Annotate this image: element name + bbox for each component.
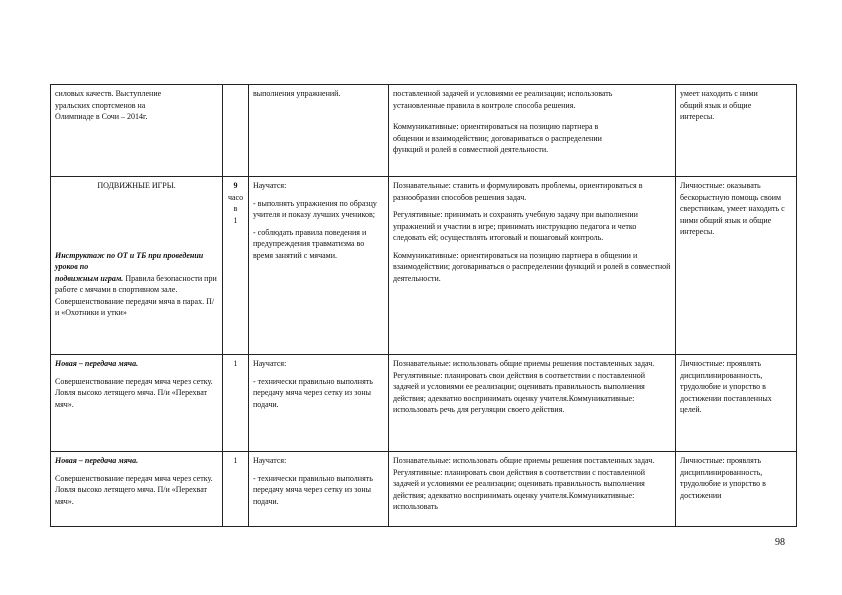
topic-cell	[51, 177, 223, 355]
topic-line: силовых качеств. Выступление	[55, 89, 162, 98]
hours-value: 9	[233, 181, 238, 190]
personal-text: Личностные: проявлять дисциплинированность, трудолюбие и упорство в достижении	[680, 456, 766, 500]
learn-cell	[249, 85, 389, 177]
instruction-heading: Инструктаж по ОТ и ТБ при проведении уроков по	[55, 250, 204, 271]
uud-cell	[389, 177, 676, 355]
learn-cell	[249, 177, 389, 355]
personal-line: умеет находить с ними	[680, 89, 758, 98]
topic-line: уральских спортсменов на	[55, 100, 146, 110]
uud-line: поставленной задачей и условиями ее реализации; использовать	[393, 89, 613, 98]
learn-heading: Научатся:	[253, 181, 287, 190]
personal-cell	[676, 177, 797, 355]
table-row	[51, 177, 797, 355]
topic-title: Новая – передача мяча.	[55, 456, 139, 465]
hours-cell	[223, 452, 249, 527]
topic-cell	[51, 355, 223, 452]
learn-item: - выполнять упражнения по образцу учителя и показу лучших учеников;	[253, 198, 377, 219]
personal-line: общий язык и общие	[680, 100, 752, 110]
hours-value: 1	[233, 359, 238, 368]
uud-cell	[389, 85, 676, 177]
lesson-plan-table	[50, 84, 797, 527]
uud-cognitive: Познавательные: ставить и формулировать проблемы, ориентироваться в разнообразии способов решения задач.	[393, 181, 643, 202]
learn-line: выполнения упражнений.	[253, 89, 341, 98]
uud-regulative: Регулятивные: принимать и сохранять учебную задачу при выполнении упражнений и участии в игре; принимать инструкцию педагога и четко следовать ей; осуществлять итоговый и пошаговый контроль.	[393, 210, 638, 242]
uud-cell	[389, 355, 676, 452]
hours-value: 1	[233, 456, 238, 465]
topic-title: Новая – передача мяча.	[55, 359, 139, 368]
uud-text: Познавательные: использовать общие приемы решения поставленных задач. Регулятивные: планировать свои действия в соответствии с поставленной задачей и условиями ее реализации; оценивать правильность выполнения действия; адекватно воспринимать оценку учителя.Коммуникативные: использовать	[393, 456, 655, 511]
section-title: ПОДВИЖНЫЕ ИГРЫ.	[97, 181, 176, 190]
learn-heading: Научатся:	[253, 359, 287, 368]
personal-text: Личностные: оказывать бескорыстную помощь своим сверстникам, умеет находить с ними общий язык и общие интересы.	[680, 181, 785, 236]
table-row	[51, 355, 797, 452]
learn-item: - соблюдать правила поведения и предупреждения травматизма во время занятий с мячами.	[253, 227, 367, 260]
topic-text: Правила безопасности при работе с мячами в спортивном зале. Совершенствование передачи мяча в парах. П/и «Охотники и утки»	[55, 273, 217, 317]
hours-cell	[223, 355, 249, 452]
table-row	[51, 452, 797, 527]
learn-cell	[249, 355, 389, 452]
learn-item: - технически правильно выполнять передачу мяча через сетку из зоны подачи.	[253, 473, 373, 506]
learn-item: - технически правильно выполнять передачу мяча через сетку из зоны подачи.	[253, 376, 373, 409]
uud-line: Коммуникативные: ориентироваться на позицию партнера в	[393, 122, 599, 131]
hours-cell	[223, 177, 249, 355]
topic-cell	[51, 452, 223, 527]
topic-text: Совершенствование передач мяча через сетку. Ловля высоко летящего мяча. П/и «Перехват мяч».	[55, 473, 213, 506]
topic-text: Совершенствование передач мяча через сетку. Ловля высоко летящего мяча. П/и «Перехват мяч».	[55, 376, 213, 409]
learn-cell	[249, 452, 389, 527]
personal-cell	[676, 355, 797, 452]
hours-cell	[223, 85, 249, 177]
hours-unit: в	[233, 204, 238, 213]
uud-text: Познавательные: использовать общие приемы решения поставленных задач. Регулятивные: планировать свои действия в соответствии с поставленной задачей и условиями ее реализации; оценивать правильность выполнения действия; адекватно воспринимать оценку учителя.Коммуникативные: использовать речь для регуляции своего действия.	[393, 359, 655, 414]
instruction-heading-2: подвижным играм.	[55, 273, 124, 283]
table-row	[51, 85, 797, 177]
uud-line: общении и взаимодействии; договариваться о распределении	[393, 133, 602, 143]
personal-cell	[676, 452, 797, 527]
personal-line: интересы.	[680, 112, 715, 121]
topic-cell	[51, 85, 223, 177]
personal-text: Личностные: проявлять дисциплинированность, трудолюбие и упорство в достижении поставленных целей.	[680, 359, 772, 414]
page-number: 98	[775, 537, 785, 548]
hours-unit: часо	[227, 192, 244, 202]
uud-line: установленные правила в контроле способа решения.	[393, 100, 576, 110]
personal-cell	[676, 85, 797, 177]
learn-heading: Научатся:	[253, 456, 287, 465]
uud-line: функций и ролей в совместной деятельности.	[393, 145, 549, 154]
uud-communicative: Коммуникативные: ориентироваться на позицию партнера в общении и взаимодействии; договариваться о распределении функций и ролей в совместной деятельности.	[393, 250, 671, 283]
hours-lesson: 1	[233, 215, 238, 225]
uud-cell	[389, 452, 676, 527]
topic-line: Олимпиаде в Сочи – 2014г.	[55, 112, 148, 121]
